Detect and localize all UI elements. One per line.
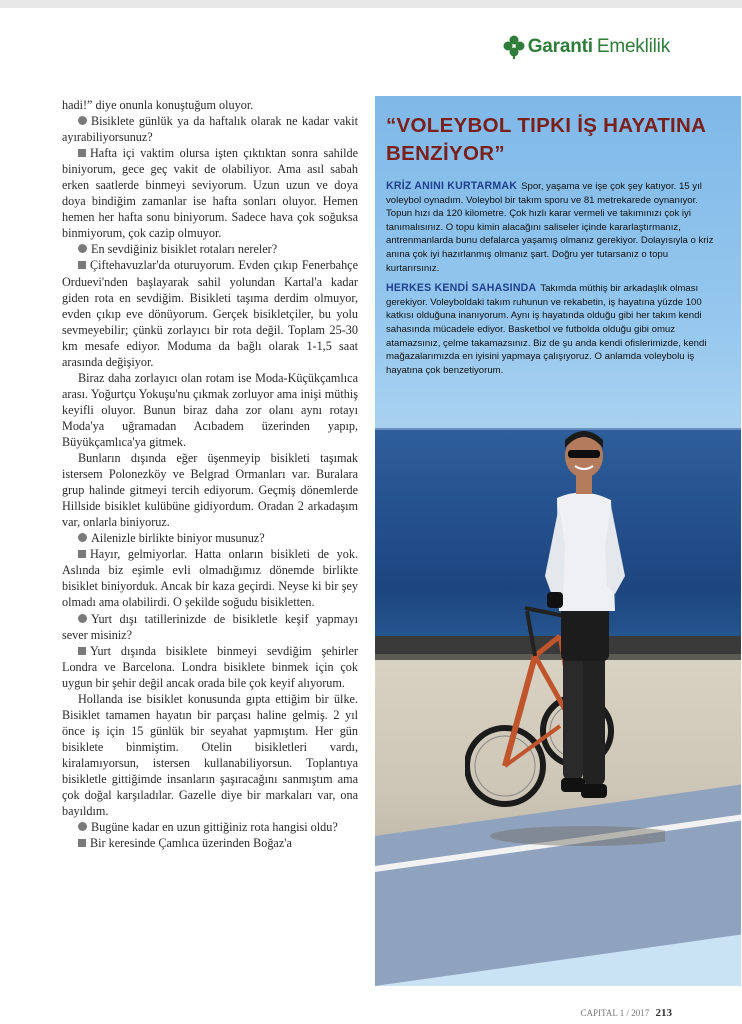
question: Yurt dışı tatillerinizde de bisikletle keşif yapmayı sever misiniz?	[62, 611, 358, 642]
question: Bisiklete günlük ya da haftalık olarak ne kadar vakit ayırabiliyorsunuz?	[62, 114, 358, 145]
paragraph: Biraz daha zorlayıcı olan rotam ise Moda-Küçükçamlıca arası. Yoğurtçu Yokuşu'nu çıkmak zorluyor ama inişi müthiş keyifli oluyor. Bunun biraz daha zor olanı aynı rotayı Moda'ya uğramadan Acıbadem üzerinden yapıp, Büyükçamlıca'ya gitmek.	[62, 370, 358, 449]
page-number: 213	[655, 1007, 672, 1019]
panel-section	[386, 180, 724, 275]
question-bullet-icon	[78, 116, 87, 125]
answer-square-icon	[78, 647, 86, 655]
question-bullet-icon	[78, 533, 87, 542]
question-bullet-icon	[78, 614, 87, 623]
top-edge-strip	[0, 0, 742, 8]
photo-panel	[375, 96, 741, 986]
panel-body	[386, 180, 724, 384]
brand-name: Garanti Emeklilik	[527, 36, 670, 57]
panel-title: “VOLEYBOL TIPKI İŞ HAYATINA BENZİYOR”	[386, 114, 706, 165]
magazine-name: CAPITAL	[580, 1008, 618, 1018]
section-kicker: HERKES KENDİ SAHASINDA	[386, 282, 537, 295]
panel-section	[386, 282, 724, 377]
interview-column	[62, 97, 358, 851]
section-text: Spor, yaşama ve işe çok şey katıyor. 15 yıl voleybol oynadım. Voleybol bir takım sporu ve 81 metrekarede oynanıyor. Topun hızı da 120 kilometre. Çok hızlı karar vermeli ve takımınızı çok iyi tanımalısınız. O topu kimin alacağını saliseler içinde kararlaştırmanız, antrenmanlarda bunu defalarca yaşamış olmanız gerekiyor. Dolayısıyla o kriz anına çok iyi hazırlanmış olmanız şart. Doğru yer tutarsanız o topu kurtarırsınız.	[386, 181, 714, 274]
question-bullet-icon	[78, 244, 87, 253]
answer-square-icon	[78, 149, 86, 157]
answer-square-icon	[78, 839, 86, 847]
answer: Hafta içi vaktim olursa işten çıktıktan sonra sahilde biniyorum, gece geç vakit de olabiliyor. Ama asıl sabah erken saatlerde binmeyi seviyorum. Uzun uzun ve doya doya bindiğim zamanlar ise hafta sonları oluyor. Hemen hemen her hafta sonu biniyorum. Sadece hava çok soğuksa binmiyorum, çok cazip olmuyor.	[62, 146, 358, 241]
question-bullet-icon	[78, 822, 87, 831]
section-text: Takımda müthiş bir arkadaşlık olması gerekiyor. Voleyboldaki takım ruhunun ve rekabetin, iş hayatına yüzde 100 katkısı olduğuna inanıyorum. Aynı iş hayatında olduğu gibi her takım kendi sahasında mücadele ediyor. Basketbol ve futbolda olduğu gibi omuz atamazsınız, çelme takamazsınız. Biz de şu anda kendi ofislerimizde, kendi mağazalarımızda en iyisini yapmaya çalışıyoruz. O anlamda voleybolu iş hayatına çok benzetiyorum.	[386, 283, 707, 376]
question: Ailenizle birlikte biniyor musunuz?	[62, 530, 358, 546]
paragraph: Hollanda ise bisiklet konusunda gıpta ettiğim bir ülke. Bisiklet tamamen hayatın bir parçası haline gelmiş. 2 yıl önce iş için 15 günlük bir seyahat yapmıştım. Her gün bisiklete binmiştim. Otelin bisikletleri vardı, kiralamıyorsun, istersen kullanabiliyorsun. Toplantıya bisikletle gittiğimde insanların şaşıracağını sanmıştım ama çok doğal karşıladılar. Gazelle diye bir markaları var, ona bayıldım.	[62, 691, 358, 819]
question: Bugüne kadar en uzun gittiğiniz rota hangisi oldu?	[62, 819, 358, 835]
section-kicker: KRİZ ANINI KURTARMAK	[386, 180, 518, 192]
answer: Çiftehavuzlar'da oturuyorum. Evden çıkıp Fenerbahçe Orduevi'nden başlayarak sahil yolundan Kartal'a kadar giden rota en sevdiğim. Bisikleti taşıma derdim olmuyor, evden çıkıp eve dönüyorum. Gerçek bisikletçiler, bu yolu sevmeyebilir; çünkü zorlayıcı bir rota değil. Toplam 25-30 km mesafe ediyor. Moduma da bağlı olarak 1-1,5 saat arasında değişiyor.	[62, 258, 358, 369]
cyclist-illustration	[465, 426, 665, 856]
page-footer	[581, 1007, 672, 1019]
answer: Bir keresinde Çamlıca üzerinden Boğaz'a	[62, 835, 358, 851]
answer: Hayır, gelmiyorlar. Hatta onların bisikleti de yok. Aslında biz eşimle evli olmadığımız dönemde birlikte bisiklet biniyorduk. Ancak bir kaza geçirdi. Neyse ki bir şey olmadı ama olabilirdi. O şekilde soğudu bisikletten.	[62, 547, 358, 610]
paragraph: Bunların dışında eğer üşenmeyip bisikleti taşımak istersem Polonezköy ve Belgrad Ormanları var. Buralara grup halinde gitmeyi tercih ediyorum. Geçmiş dönemlerde Hillside bisiklet kulübüne gidiyordum. Oradan 2 arkadaşım var, onlarla biniyoruz.	[62, 451, 358, 530]
question: En sevdiğiniz bisiklet rotaları nereler?	[62, 241, 358, 257]
brand-logo	[503, 34, 670, 60]
clover-logo-icon	[503, 34, 525, 60]
answer-square-icon	[78, 550, 86, 558]
paragraph: hadi!” diye onunla konuştuğum oluyor.	[62, 98, 254, 112]
answer: Yurt dışında bisiklete binmeyi sevdiğim şehirler Londra ve Barcelona. Londra bisiklete binmek için çok uygun bir şehir değil ancak orada bile çok keyif alıyorum.	[62, 643, 358, 690]
issue-label: 1 / 2017	[619, 1008, 650, 1018]
answer-square-icon	[78, 261, 86, 269]
